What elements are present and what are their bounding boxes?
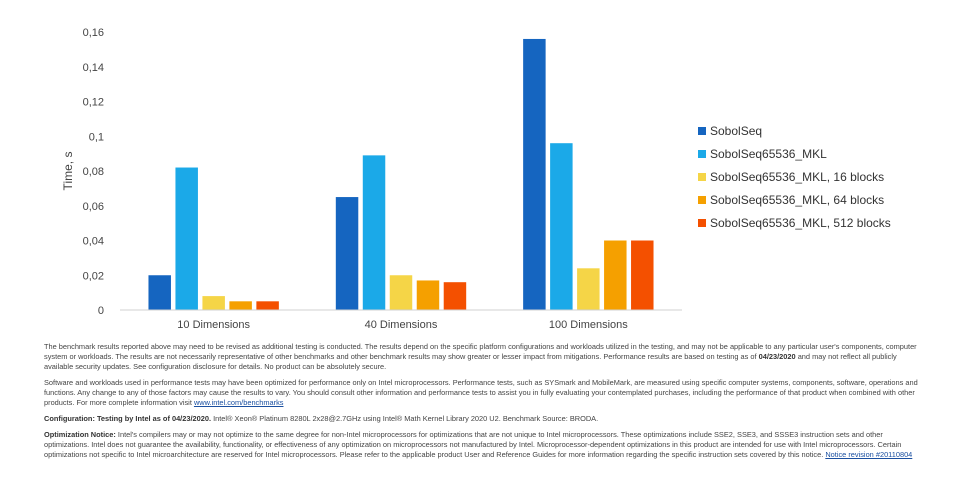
legend-swatch xyxy=(698,219,706,227)
x-tick-label: 100 Dimensions xyxy=(548,319,628,331)
legend-label: SobolSeq65536_MKL, 16 blocks xyxy=(710,170,885,184)
bar xyxy=(148,275,170,310)
y-tick-label: 0,12 xyxy=(82,96,104,109)
legend-swatch xyxy=(698,150,706,158)
legend xyxy=(698,124,891,230)
benchmarks-link[interactable]: www.intel.com/benchmarks xyxy=(193,398,284,407)
x-axis xyxy=(120,310,682,331)
configuration-text: Intel® Xeon® Platinum 8280L 2x28@2.7GHz using Intel® Math Kernel Library 2020 U2. Benchmark Source: BRODA. xyxy=(213,414,599,423)
configuration-paragraph xyxy=(44,414,918,424)
legend-label: SobolSeq65536_MKL xyxy=(710,147,827,161)
y-tick-label: 0,06 xyxy=(82,200,104,213)
bar xyxy=(390,275,412,310)
y-tick-label: 0,16 xyxy=(82,27,104,39)
optimization-notice-label: Optimization Notice: xyxy=(44,430,116,439)
bar xyxy=(417,280,439,310)
y-axis xyxy=(83,27,104,317)
bar xyxy=(604,241,626,311)
disclaimer-text-tail: and may not reflect all publicly available security updates. See configuration disclosure for details. No product can be absolutely secure. xyxy=(44,352,897,371)
disclaimer-text: The benchmark results reported above may need to be revised as additional testing is conducted. The results depend on the specific platform configurations and workloads utilized in the testing, and may not be applicable to any particular user's components, computer system or workloads. The results are not necessarily representative of other benchmarks and other benchmark results may show greater or lesser impact from mitigations. Performance results are based on testing as of xyxy=(44,342,917,361)
y-tick-label: 0,1 xyxy=(88,131,104,144)
bar xyxy=(202,296,224,310)
x-tick-label: 40 Dimensions xyxy=(364,319,438,331)
notice-revision-link[interactable]: Notice revision #20110804 xyxy=(825,450,913,459)
optimization-notice-text: Intel's compilers may or may not optimize to the same degree for non-Intel microprocessors for optimizations that are not unique to Intel microprocessors. These optimizations include SSE2, SSE3, and SSSE3 instruction sets and other optimizations. Intel does not guarantee the availability, functionality, or effectiveness of any optimization on microprocessors not manufactured by Intel. Microprocessor-dependent optimizations in this product are intended for use with Intel microprocessors. Certain optimizations not specific to Intel microarchitecture are reserved for Intel microprocessors. Please refer to the applicable product User and Reference Guides for more information regarding the specific instruction sets covered by this notice. xyxy=(44,430,902,459)
bars xyxy=(148,39,653,310)
y-tick-label: 0,04 xyxy=(82,235,104,248)
bar xyxy=(577,268,599,310)
bar xyxy=(631,241,653,311)
legend-label: SobolSeq65536_MKL, 512 blocks xyxy=(710,216,891,230)
bar xyxy=(550,143,572,310)
x-tick-label: 10 Dimensions xyxy=(177,319,251,331)
bar xyxy=(175,168,197,310)
bar xyxy=(256,301,278,310)
disclaimer-date: 04/23/2020 xyxy=(758,352,796,361)
y-tick-label: 0,02 xyxy=(82,270,104,283)
y-tick-label: 0,08 xyxy=(82,166,104,178)
legend-swatch xyxy=(698,196,706,204)
software-notice-paragraph xyxy=(44,378,918,408)
software-notice-text: Software and workloads used in performance tests may have been optimized for performance only on Intel microprocessors. Performance tests, such as SYSmark and MobileMark, are measured using specific computer systems, components, software, operations and functions. Any change to any of those factors may cause the results to vary. You should consult other information and performance tests to assist you in fully evaluating your contemplated purchases, including the performance of that product when combined with other products. For more complete information visit xyxy=(44,378,918,407)
y-tick-label: 0,14 xyxy=(82,61,104,74)
bar xyxy=(336,197,358,310)
legend-label: SobolSeq65536_MKL, 64 blocks xyxy=(710,193,885,207)
bar xyxy=(444,282,466,310)
bar xyxy=(523,39,545,310)
configuration-label: Configuration: Testing by Intel as of 04/23/2020. xyxy=(44,414,212,423)
disclaimer-paragraph xyxy=(44,342,918,372)
legend-swatch xyxy=(698,173,706,181)
y-axis-title: Time, s xyxy=(61,151,75,191)
bar xyxy=(363,155,385,310)
legend-label: SobolSeq xyxy=(710,124,763,138)
legend-swatch xyxy=(698,127,706,135)
bar xyxy=(229,301,251,310)
y-tick-label: 0 xyxy=(97,305,104,317)
optimization-notice-paragraph xyxy=(44,430,918,460)
benchmark-disclaimer xyxy=(44,342,918,466)
